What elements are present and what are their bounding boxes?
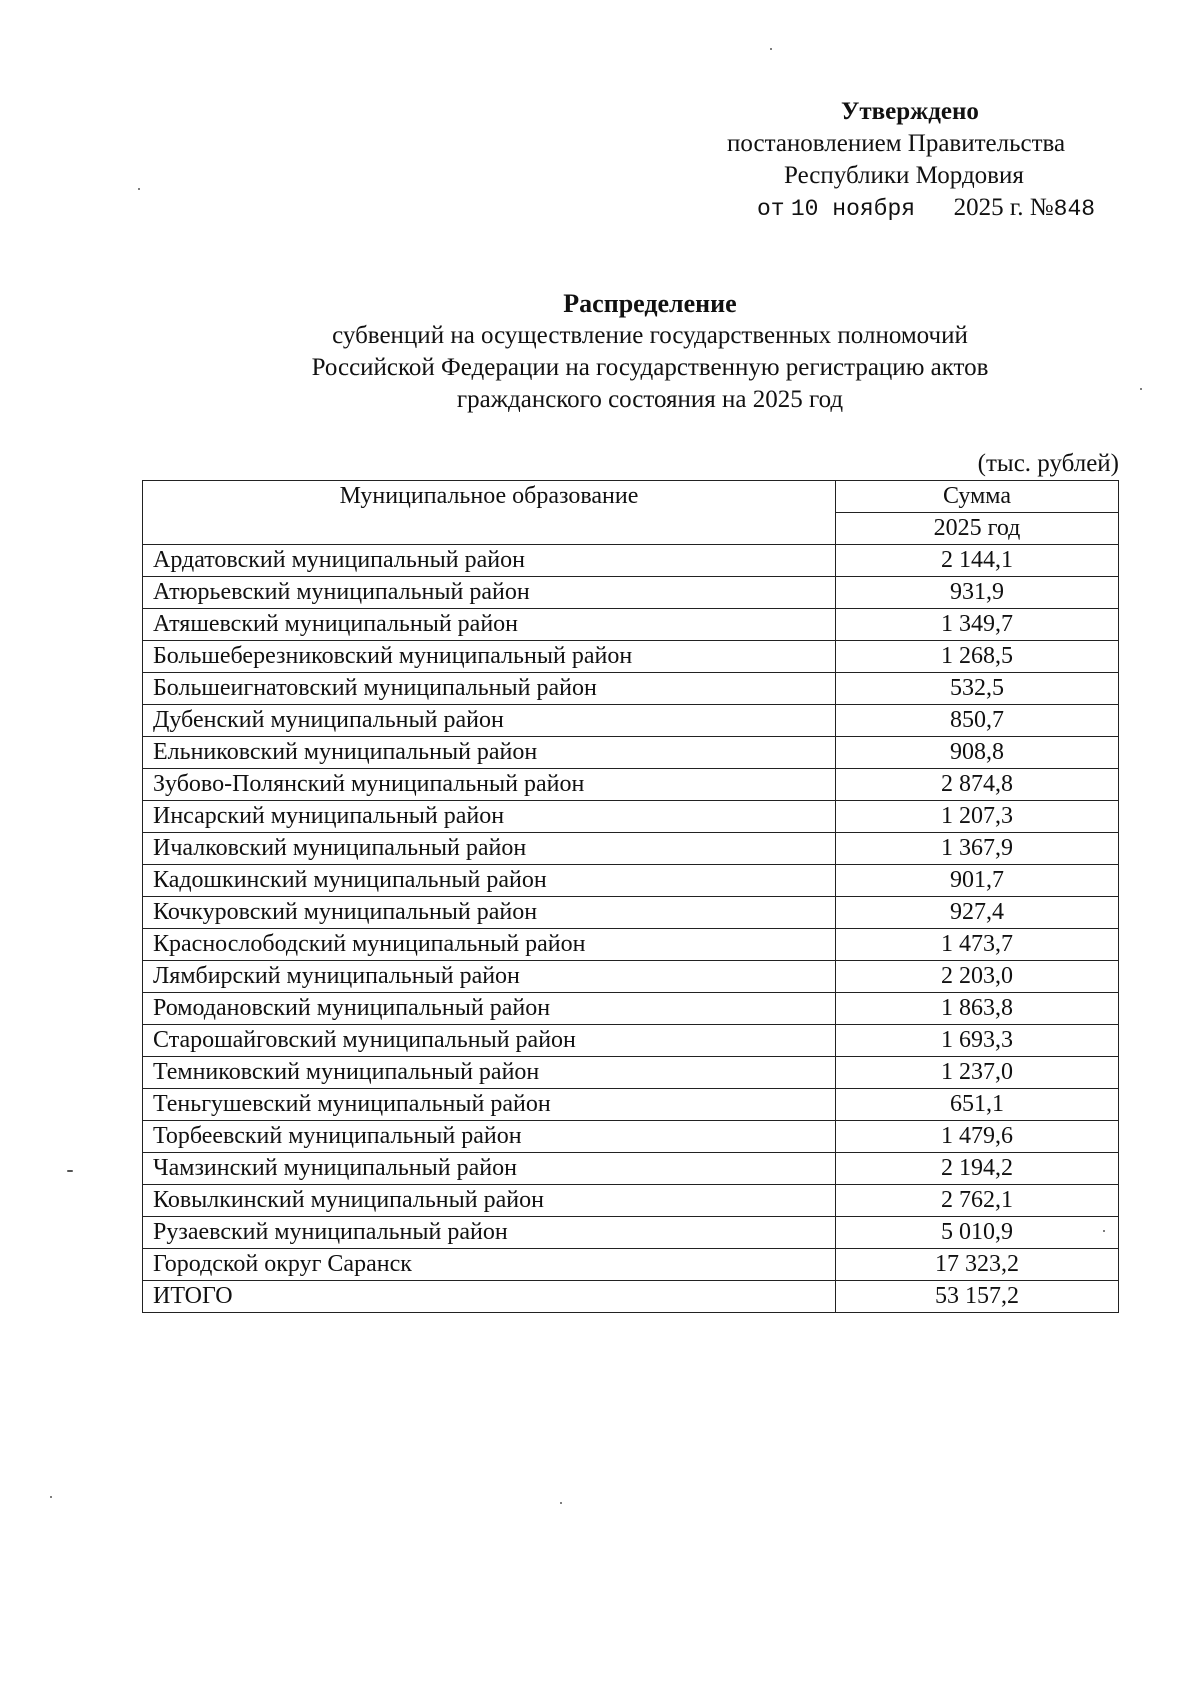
header-sum: Сумма xyxy=(836,481,1119,513)
table-header-row xyxy=(143,481,1119,513)
table-row xyxy=(143,769,1119,801)
row-amount: 901,7 xyxy=(836,865,1119,897)
table-row xyxy=(143,737,1119,769)
row-municipality: Чамзинский муниципальный район xyxy=(143,1153,836,1185)
row-municipality: Ромодановский муниципальный район xyxy=(143,993,836,1025)
table-row xyxy=(143,833,1119,865)
table-total-row xyxy=(143,1281,1119,1313)
row-municipality: Зубово-Полянский муниципальный район xyxy=(143,769,836,801)
row-amount: 2 203,0 xyxy=(836,961,1119,993)
table-row xyxy=(143,993,1119,1025)
row-municipality: Темниковский муниципальный район xyxy=(143,1057,836,1089)
table-row xyxy=(143,1025,1119,1057)
row-amount: 5 010,9 xyxy=(836,1217,1119,1249)
row-municipality: Большеигнатовский муниципальный район xyxy=(143,673,836,705)
row-amount: 2 874,8 xyxy=(836,769,1119,801)
table-row xyxy=(143,801,1119,833)
row-municipality: Атюрьевский муниципальный район xyxy=(143,577,836,609)
table-row xyxy=(143,1153,1119,1185)
table-row xyxy=(143,929,1119,961)
document-subtitle-line-2: Российской Федерации на государственную регистрацию актов xyxy=(311,354,989,381)
row-amount: 927,4 xyxy=(836,897,1119,929)
row-amount: 1 693,3 xyxy=(836,1025,1119,1057)
table-row xyxy=(143,1089,1119,1121)
row-amount: 1 237,0 xyxy=(836,1057,1119,1089)
row-municipality: Ичалковский муниципальный район xyxy=(143,833,836,865)
scan-speck xyxy=(138,188,140,190)
table-row xyxy=(143,961,1119,993)
row-municipality: Кочкуровский муниципальный район xyxy=(143,897,836,929)
approval-line-1: постановлением Правительства xyxy=(727,130,1066,157)
header-municipality: Муниципальное образование xyxy=(143,481,836,545)
approval-doc-number: 848 xyxy=(1053,196,1096,222)
row-municipality: Дубенский муниципальный район xyxy=(143,705,836,737)
table-row xyxy=(143,609,1119,641)
table-row xyxy=(143,1185,1119,1217)
row-amount: 2 144,1 xyxy=(836,545,1119,577)
table-row xyxy=(143,705,1119,737)
scan-speck xyxy=(50,1496,52,1498)
row-amount: 908,8 xyxy=(836,737,1119,769)
approval-date-prefix: от xyxy=(757,196,785,222)
table-row xyxy=(143,545,1119,577)
row-municipality: Краснослободский муниципальный район xyxy=(143,929,836,961)
row-amount: 1 479,6 xyxy=(836,1121,1119,1153)
document-subtitle-line-3: гражданского состояния на 2025 год xyxy=(456,386,844,413)
row-municipality: Лямбирский муниципальный район xyxy=(143,961,836,993)
row-amount: 850,7 xyxy=(836,705,1119,737)
table-row xyxy=(143,673,1119,705)
row-amount: 1 473,7 xyxy=(836,929,1119,961)
approval-date-year: 2025 г. № xyxy=(953,194,1054,221)
row-amount: 651,1 xyxy=(836,1089,1119,1121)
approval-date-line xyxy=(757,192,1095,225)
row-amount: 1 268,5 xyxy=(836,641,1119,673)
row-amount: 2 194,2 xyxy=(836,1153,1119,1185)
document-title: Распределение xyxy=(563,289,737,318)
table-row xyxy=(143,865,1119,897)
header-year: 2025 год xyxy=(836,513,1119,545)
row-amount: 17 323,2 xyxy=(836,1249,1119,1281)
row-municipality: Атяшевский муниципальный район xyxy=(143,609,836,641)
row-municipality: Инсарский муниципальный район xyxy=(143,801,836,833)
scan-speck xyxy=(770,48,772,50)
row-municipality: Большеберезниковский муниципальный район xyxy=(143,641,836,673)
row-amount: 1 367,9 xyxy=(836,833,1119,865)
table-row xyxy=(143,577,1119,609)
row-municipality: Рузаевский муниципальный район xyxy=(143,1217,836,1249)
row-municipality: Торбеевский муниципальный район xyxy=(143,1121,836,1153)
row-municipality: Городской округ Саранск xyxy=(143,1249,836,1281)
table-row xyxy=(143,1249,1119,1281)
row-amount: 931,9 xyxy=(836,577,1119,609)
row-municipality: Старошайговский муниципальный район xyxy=(143,1025,836,1057)
table-row xyxy=(143,1217,1119,1249)
table-row xyxy=(143,1057,1119,1089)
scan-speck xyxy=(67,1170,73,1172)
row-amount: 2 762,1 xyxy=(836,1185,1119,1217)
row-amount: 1 863,8 xyxy=(836,993,1119,1025)
approval-line-2: Республики Мордовия xyxy=(784,162,1024,189)
total-amount: 53 157,2 xyxy=(836,1281,1119,1313)
row-municipality: Кадошкинский муниципальный район xyxy=(143,865,836,897)
row-municipality: Теньгушевский муниципальный район xyxy=(143,1089,836,1121)
document-subtitle-line-1: субвенций на осуществление государственных полномочий xyxy=(332,322,968,349)
row-amount: 1 349,7 xyxy=(836,609,1119,641)
row-amount: 532,5 xyxy=(836,673,1119,705)
row-municipality: Ковылкинский муниципальный район xyxy=(143,1185,836,1217)
scan-speck xyxy=(560,1502,562,1504)
row-municipality: Ардатовский муниципальный район xyxy=(143,545,836,577)
total-label: ИТОГО xyxy=(143,1281,836,1313)
approval-title: Утверждено xyxy=(841,98,979,125)
table-row xyxy=(143,1121,1119,1153)
row-municipality: Ельниковский муниципальный район xyxy=(143,737,836,769)
row-amount: 1 207,3 xyxy=(836,801,1119,833)
table-row xyxy=(143,641,1119,673)
allocation-table xyxy=(142,480,1119,1313)
table-row xyxy=(143,897,1119,929)
document-heading xyxy=(130,288,1170,416)
units-label: (тыс. рублей) xyxy=(977,450,1119,477)
approval-date-handwritten: 10 ноября xyxy=(790,196,916,222)
